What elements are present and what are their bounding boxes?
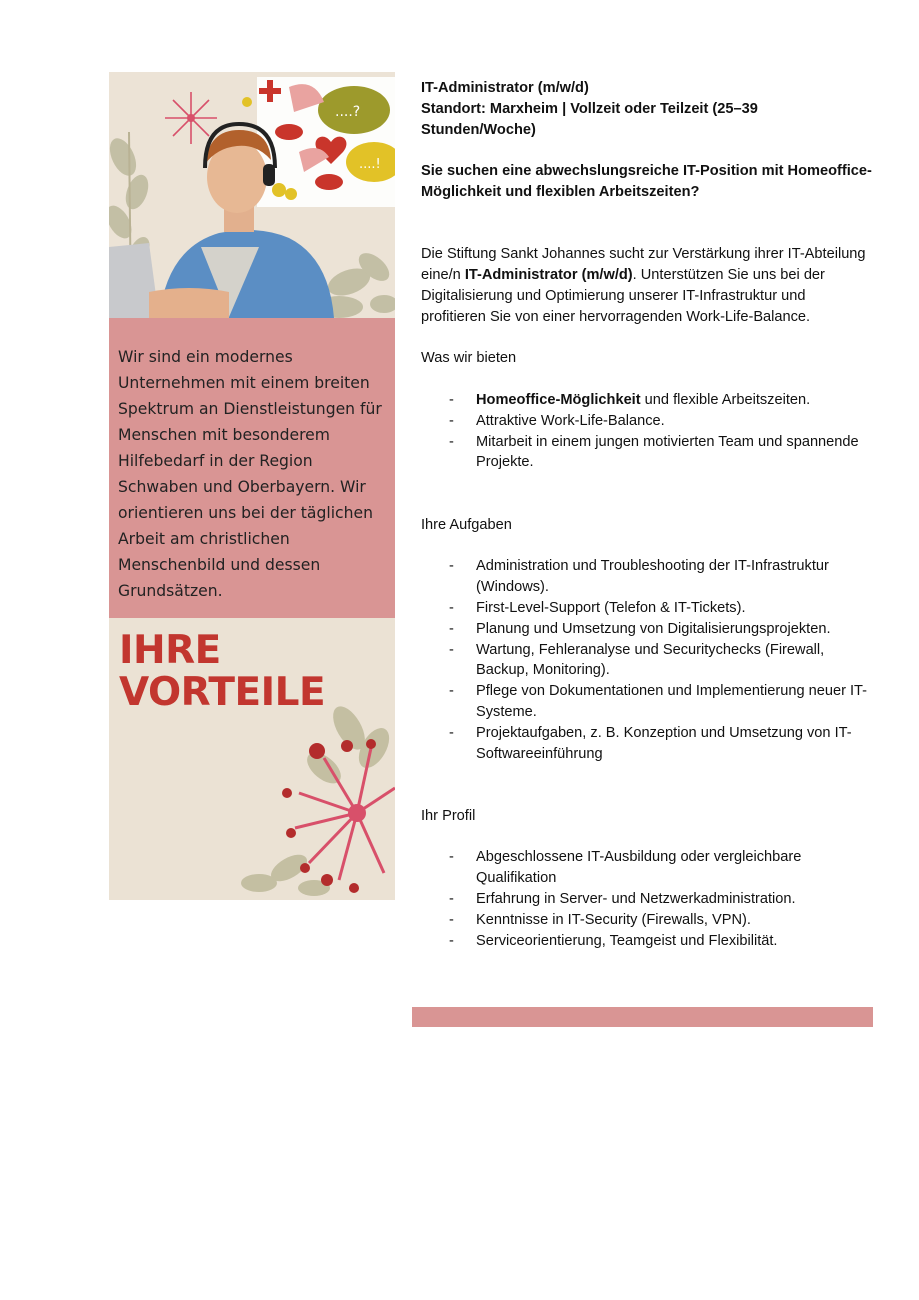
company-intro-text: Wir sind ein modernes Unternehmen mit einem breiten Spektrum an Dienstleistungen für Menschen mit besonderem Hilfebedarf in der Region Schwaben und Oberbayern. Wir orientieren uns bei der täglichen Arbeit am christlichen Menschenbild und dessen Grundsätzen.	[118, 348, 382, 600]
list-item: - Attraktive Work-Life-Balance.	[476, 411, 873, 432]
profile-heading: Ihr Profil	[421, 807, 476, 824]
footer-accent-bar	[412, 1007, 873, 1027]
intro-part-1: Die Stiftung Sankt Johannes sucht zur Verstärkung ihrer IT-Abteilung eine/n	[421, 246, 866, 284]
intro-part-2: . Unterstützen Sie uns bei der Digitalisierung und Optimierung unserer IT-Infrastruktur und profitieren Sie von einer hervorragenden Work-Life-Balance.	[421, 267, 825, 325]
bubble-exclaim-text: ....!	[359, 157, 381, 172]
tasks-heading: Ihre Aufgaben	[421, 516, 512, 533]
list-item: - First-Level-Support (Telefon & IT-Tickets).	[476, 598, 873, 619]
bubble-question-text: ....?	[335, 104, 361, 120]
list-item	[476, 390, 873, 411]
tasks-list	[421, 556, 873, 764]
job-question: Sie suchen eine abwechslungsreiche IT-Position mit Homeoffice-Möglichkeit und flexiblen Arbeitszeiten?	[421, 163, 872, 200]
list-item: - Planung und Umsetzung von Digitalisierungsprojekten.	[476, 619, 873, 640]
offer-item-rest: und flexible Arbeitszeiten.	[640, 391, 811, 408]
banner-photo	[109, 72, 395, 318]
list-item: - Serviceorientierung, Teamgeist und Flexibilität.	[476, 931, 873, 952]
vorteile-panel	[109, 618, 395, 900]
profile-list	[421, 847, 873, 951]
vorteile-line-2: VORTEILE	[119, 670, 326, 715]
list-item: - Wartung, Fehleranalyse und Securitychecks (Firewall, Backup, Monitoring).	[476, 640, 873, 682]
job-intro	[421, 244, 873, 327]
intro-bold-title: IT-Administrator (m/w/d)	[464, 267, 633, 284]
list-item: - Kenntnisse in IT-Security (Firewalls, VPN).	[476, 910, 873, 931]
job-location: Standort: Marxheim | Vollzeit oder Teilzeit (25–39 Stunden/Woche)	[421, 100, 758, 138]
offer-heading: Was wir bieten	[421, 350, 517, 367]
offer-item-bold: Homeoffice-Möglichkeit	[476, 391, 641, 408]
vorteile-heading	[119, 630, 325, 714]
job-title: IT-Administrator (m/w/d)	[421, 80, 589, 96]
list-item: - Administration und Troubleshooting der IT-Infrastruktur (Windows).	[476, 556, 873, 598]
company-intro-box	[109, 318, 395, 618]
list-item: - Mitarbeit in einem jungen motivierten Team und spannende Projekte.	[476, 432, 873, 474]
list-item: - Projektaufgaben, z. B. Konzeption und Umsetzung von IT-Softwareeinführung	[476, 723, 873, 765]
list-item: - Pflege von Dokumentationen und Implementierung neuer IT-Systeme.	[476, 681, 873, 723]
offer-list	[421, 390, 873, 473]
list-item: - Erfahrung in Server- und Netzwerkadministration.	[476, 889, 873, 910]
list-item: - Abgeschlossene IT-Ausbildung oder vergleichbare Qualifikation	[476, 847, 873, 889]
job-description	[421, 78, 873, 951]
man-with-headphones-illustration	[109, 72, 395, 318]
vorteile-line-1: IHRE	[119, 628, 221, 673]
job-banner	[109, 72, 395, 900]
